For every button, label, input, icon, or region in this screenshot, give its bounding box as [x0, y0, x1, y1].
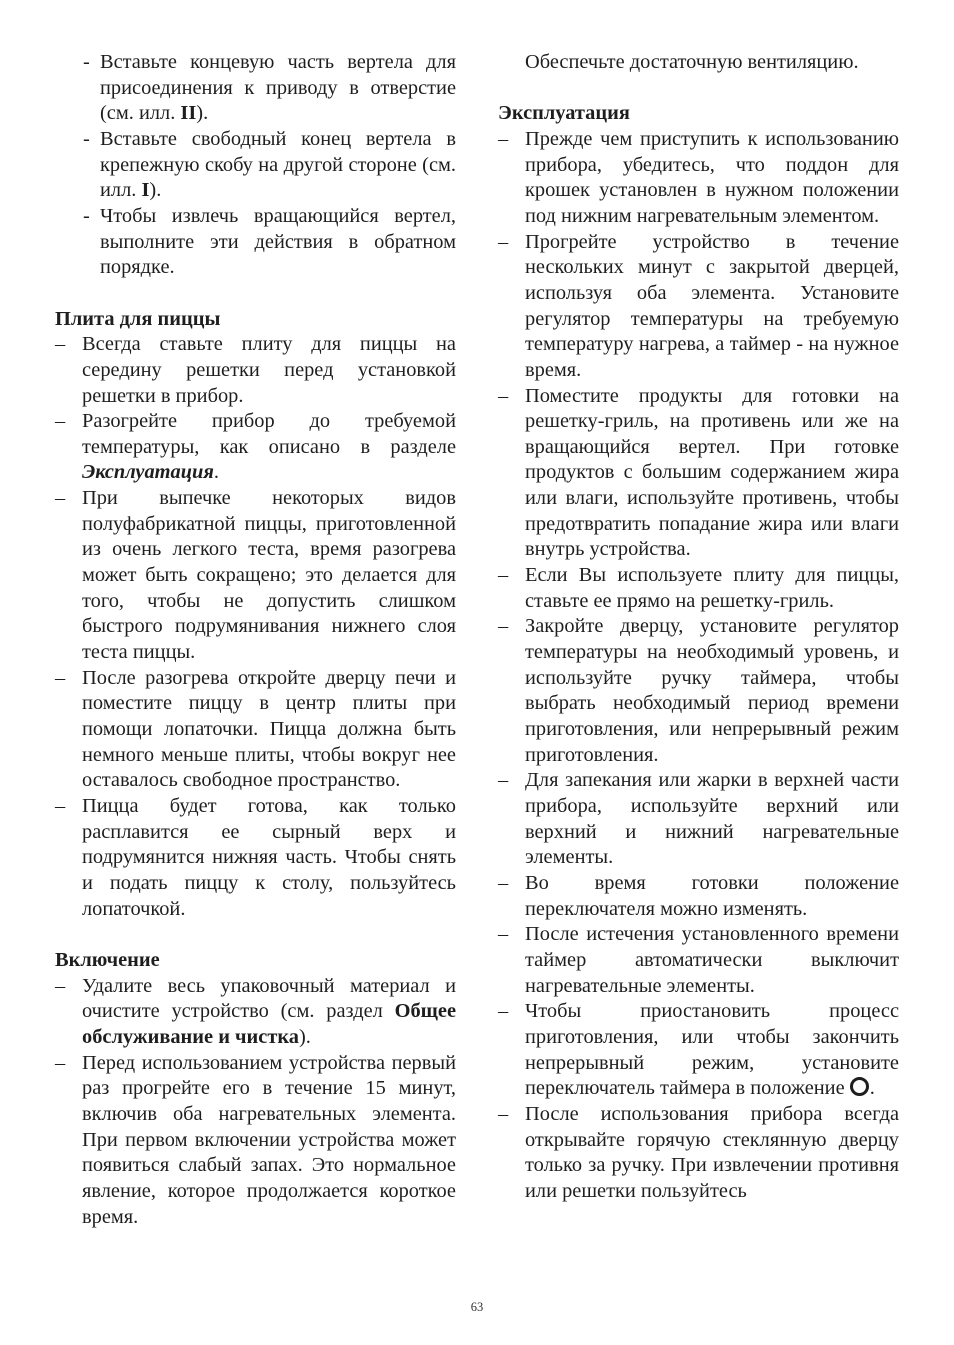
list-item: – Для запекания или жарки в верхней части прибора, используйте верхний или верхний и нижний нагревательные элементы.	[498, 768, 899, 871]
spacer	[498, 76, 899, 102]
list-item: – Поместите продукты для готовки на решетку-гриль, на противень или же на вращающийся вертел. При готовке продуктов с большим содержанием жира или влаги, используйте противень, чтобы предотвратить попадание жира или влаги внутрь устройства.	[498, 384, 899, 564]
continued-text: Обеспечьте достаточную вентиляцию.	[525, 51, 859, 73]
list-item: – После истечения установленного времени таймер автоматически выключит нагревательные элементы.	[498, 922, 899, 999]
item-text: Вставьте свободный конец вертела в крепежную скобу на другой стороне (см. илл.	[100, 127, 456, 202]
item-text-end: .	[213, 461, 220, 484]
list-item	[55, 50, 456, 127]
list-item: – При выпечке некоторых видов полуфабрикатной пиццы, приготовленной из очень легкого теста, время разогрева может быть сокращено; это делается для того, чтобы не допустить слишком быстрого подрумянивания нижнего слоя теста пиццы.	[55, 486, 456, 666]
figure-ref: II	[180, 102, 197, 125]
list-item: – Всегда ставьте плиту для пиццы на середину решетки перед установкой решетки в прибор.	[55, 332, 456, 409]
switch-on-instructions-list	[55, 974, 456, 1231]
section-heading-switch-on: Включение	[55, 948, 160, 971]
list-item: – Закройте дверцу, установите регулятор температуры на необходимый уровень, и используйте ручку таймера, чтобы выбрать необходимый период времени приготовления, или непрерывный режим приготовления.	[498, 614, 899, 768]
item-text-end: ).	[149, 179, 162, 202]
pizza-instructions-list	[55, 332, 456, 922]
spacer	[55, 922, 456, 948]
list-item: – После использования прибора всегда открывайте горячую стеклянную дверцу только за ручку. При извлечении противня или решетки пользуйтесь	[498, 1102, 899, 1205]
item-text: Удалите весь упаковочный материал и очистите устройство (см. раздел	[82, 974, 456, 1023]
section-heading-pizza: Плита для пиццы	[55, 307, 221, 330]
list-item	[55, 127, 456, 204]
item-text: Чтобы извлечь вращающийся вертел, выполните эти действия в обратном порядке.	[100, 204, 456, 279]
list-item	[55, 409, 456, 486]
item-text-end: ).	[299, 1025, 311, 1048]
list-item	[498, 999, 899, 1102]
section-reference: Эксплуатация	[82, 461, 214, 484]
timer-off-circle-icon	[850, 1077, 869, 1096]
left-column	[55, 50, 456, 1230]
right-column	[498, 50, 899, 1205]
section-heading-operation: Эксплуатация	[498, 102, 630, 125]
item-text: Вставьте концевую часть вертела для присоединения к приводу в отверстие (см. илл.	[100, 51, 456, 125]
figure-ref: I	[141, 179, 150, 202]
spacer	[55, 281, 456, 307]
list-item	[55, 974, 456, 1051]
list-item: – Во время готовки положение переключателя можно изменять.	[498, 871, 899, 922]
item-text-end: .	[869, 1077, 875, 1100]
list-item: – После разогрева откройте дверцу печи и поместите пиццу в центр плиты при помощи лопаточки. Пицца должна быть немного меньше плиты, чтобы вокруг нее оставалось свободное пространство.	[55, 666, 456, 794]
section-reference: Общее обслуживание и чистка	[82, 1000, 456, 1048]
spit-instructions-list	[55, 50, 456, 281]
list-item	[55, 204, 456, 281]
list-item: – Пицца будет готова, как только расплавится ее сырный верх и подрумянится нижняя часть. Чтобы снять и подать пиццу к столу, пользуйтесь лопаточкой.	[55, 794, 456, 922]
list-item: – Перед использованием устройства первый раз прогрейте его в течение 15 минут, включив оба нагревательных элемента. При первом включении устройства может появиться слабый запах. Это нормальное явление, которое продолжается короткое время.	[55, 1051, 456, 1231]
page-number: 63	[470, 1300, 484, 1314]
operation-instructions-list	[498, 127, 899, 1205]
item-text: Разогрейте прибор до требуемой температуры, как описано в разделе	[82, 410, 456, 458]
item-text-end: ).	[196, 102, 209, 125]
list-item: – Прогрейте устройство в течение нескольких минут с закрытой дверцей, используя оба элемента. Установите регулятор температуры на требуемую температуру нагрева, а таймер - на нужное время.	[498, 230, 899, 384]
list-item: – Если Вы используете плиту для пиццы, ставьте ее прямо на решетку-гриль.	[498, 563, 899, 614]
list-item: – Прежде чем приступить к использованию прибора, убедитесь, что поддон для крошек установлен в нужном положении под нижним нагревательным элементом.	[498, 127, 899, 230]
item-text: Чтобы приостановить процесс приготовления, или чтобы закончить непрерывный режим, установите переключатель таймера в положение	[525, 1000, 899, 1100]
